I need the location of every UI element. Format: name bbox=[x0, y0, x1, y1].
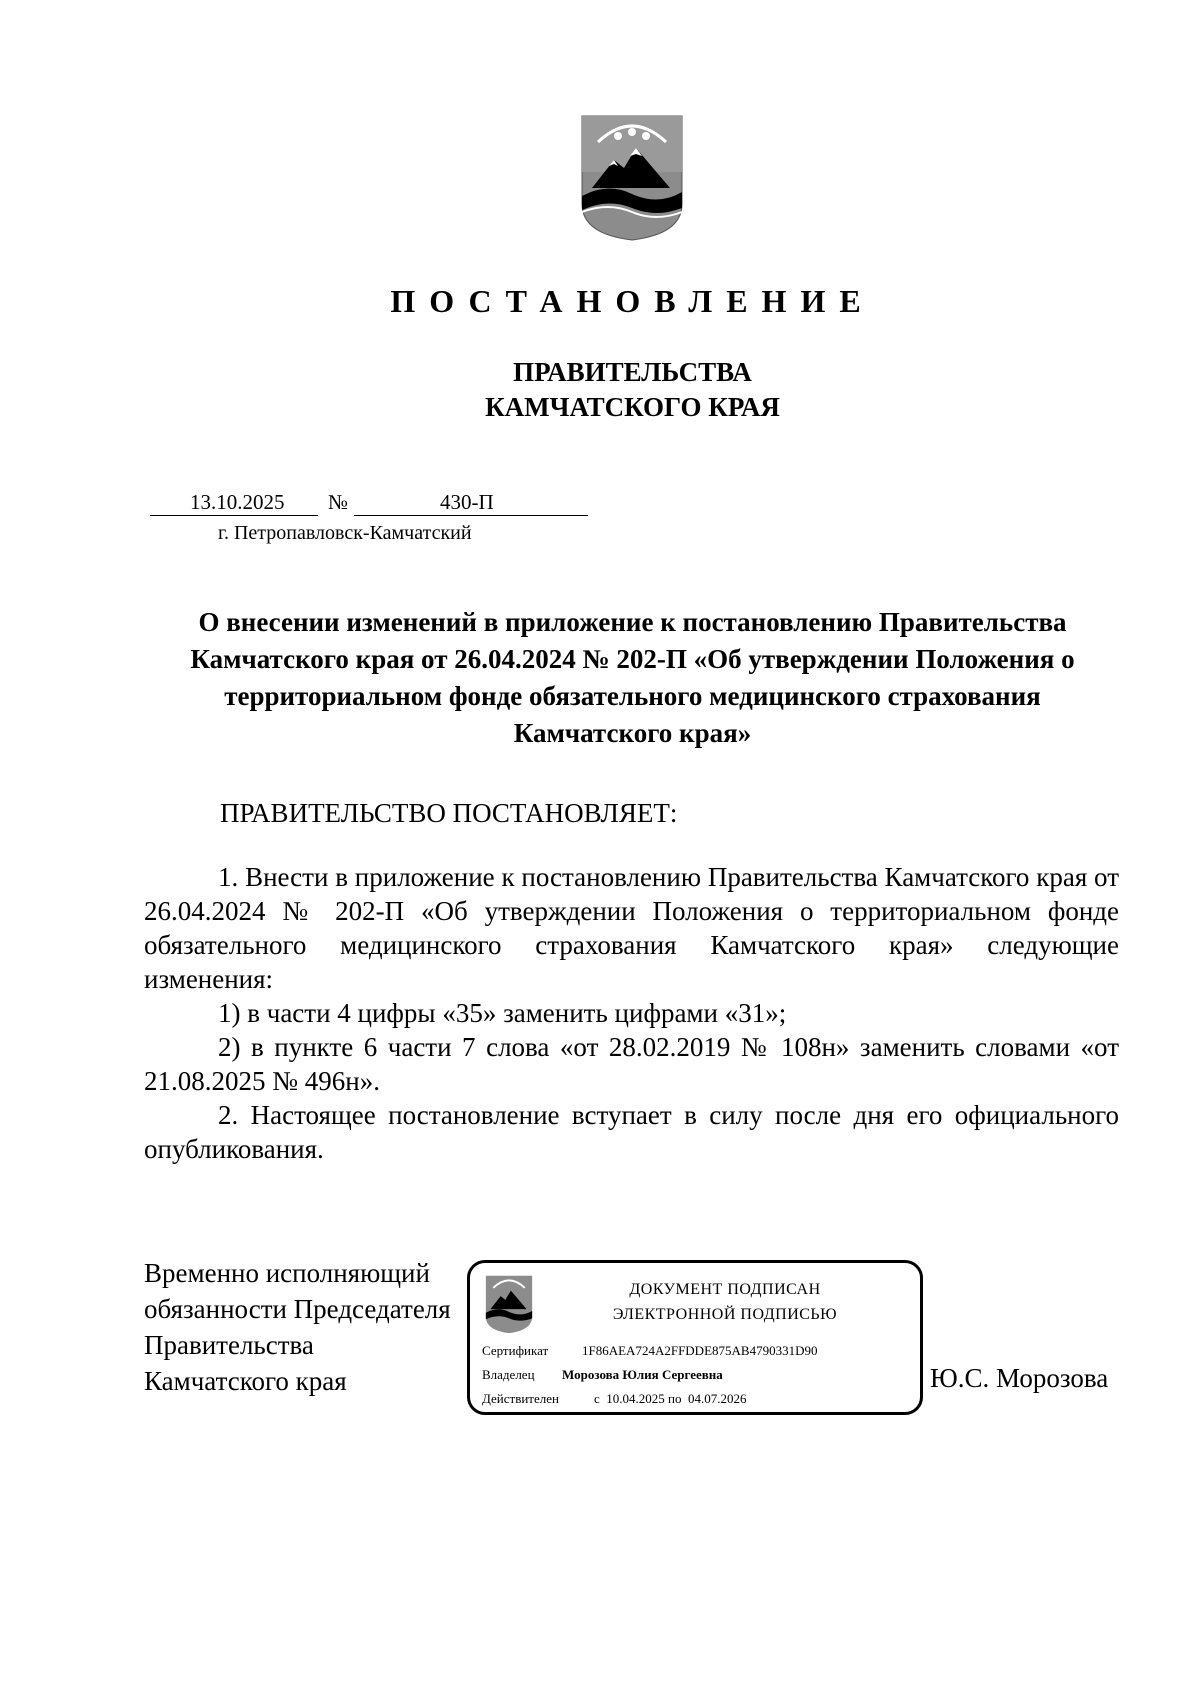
stamp-header-line: ДОКУМЕНТ ПОДПИСАН bbox=[629, 1281, 821, 1298]
stamp-header-line: ЭЛЕКТРОННОЙ ПОДПИСЬЮ bbox=[612, 1306, 838, 1323]
valid-label: Действителен bbox=[482, 1391, 559, 1406]
signatory-name: Ю.С. Морозова bbox=[930, 1363, 1109, 1393]
valid-line bbox=[482, 1391, 746, 1407]
stamp-header bbox=[530, 1277, 920, 1327]
document-subject: О внесении изменений в приложение к постановлению Правительства Камчатского края от 26.04.2024 № 202-П «Об утверждении Положения о территориальном фонде обязательного медицинского страхования Камчатского края» bbox=[190, 607, 1075, 748]
electronic-signature-stamp bbox=[467, 1260, 923, 1415]
issuer-line-1: ПРАВИТЕЛЬСТВА bbox=[513, 357, 752, 387]
document-date: 13.10.2025 bbox=[190, 490, 285, 514]
position-line: Временно исполняющий bbox=[144, 1258, 430, 1288]
document-title: ПОСТАНОВЛЕНИЕ bbox=[390, 283, 875, 319]
position-line: Камчатского края bbox=[144, 1366, 347, 1396]
paragraph: 2. Настоящее постановление вступает в силу после дня его официального опубликования. bbox=[144, 1100, 1119, 1164]
document-body bbox=[144, 860, 1119, 1166]
coat-of-arms-icon bbox=[578, 112, 686, 242]
paragraph: 1. Внести в приложение к постановлению Правительства Камчатского края от 26.04.2024 № 202-П «Об утверждении Положения о территориальном фонде обязательного медицинского страхования Камчатского края» следующие изменения: bbox=[144, 862, 1119, 994]
resolves-heading: ПРАВИТЕЛЬСТВО ПОСТАНОВЛЯЕТ: bbox=[220, 798, 678, 828]
number-sign: № bbox=[328, 490, 349, 514]
paragraph: 1) в части 4 цифры «35» заменить цифрами «31»; bbox=[218, 998, 787, 1028]
paragraph: 2) в пункте 6 части 7 слова «от 28.02.2019 № 108н» заменить словами «от 21.08.2025 № 496н». bbox=[144, 1032, 1119, 1096]
certificate-line bbox=[482, 1343, 817, 1359]
certificate-label: Сертификат bbox=[482, 1343, 549, 1358]
position-line: обязанности Председателя bbox=[144, 1294, 451, 1324]
owner-line bbox=[482, 1367, 723, 1383]
document-city: г. Петропавловск-Камчатский bbox=[218, 522, 472, 544]
owner-value: Морозова Юлия Сергеевна bbox=[562, 1367, 723, 1382]
issuer-name bbox=[0, 355, 1200, 425]
valid-value: с 10.04.2025 по 04.07.2026 bbox=[594, 1391, 747, 1406]
signatory-position bbox=[144, 1255, 451, 1399]
certificate-value: 1F86AEA724A2FFDDE875AB4790331D90 bbox=[582, 1343, 818, 1358]
document-number: 430-П bbox=[440, 490, 494, 514]
issuer-line-2: КАМЧАТСКОГО КРАЯ bbox=[485, 392, 780, 422]
date-number-row bbox=[150, 490, 590, 516]
position-line: Правительства bbox=[144, 1330, 314, 1360]
stamp-coat-of-arms-icon bbox=[484, 1273, 534, 1335]
owner-label: Владелец bbox=[482, 1367, 535, 1382]
